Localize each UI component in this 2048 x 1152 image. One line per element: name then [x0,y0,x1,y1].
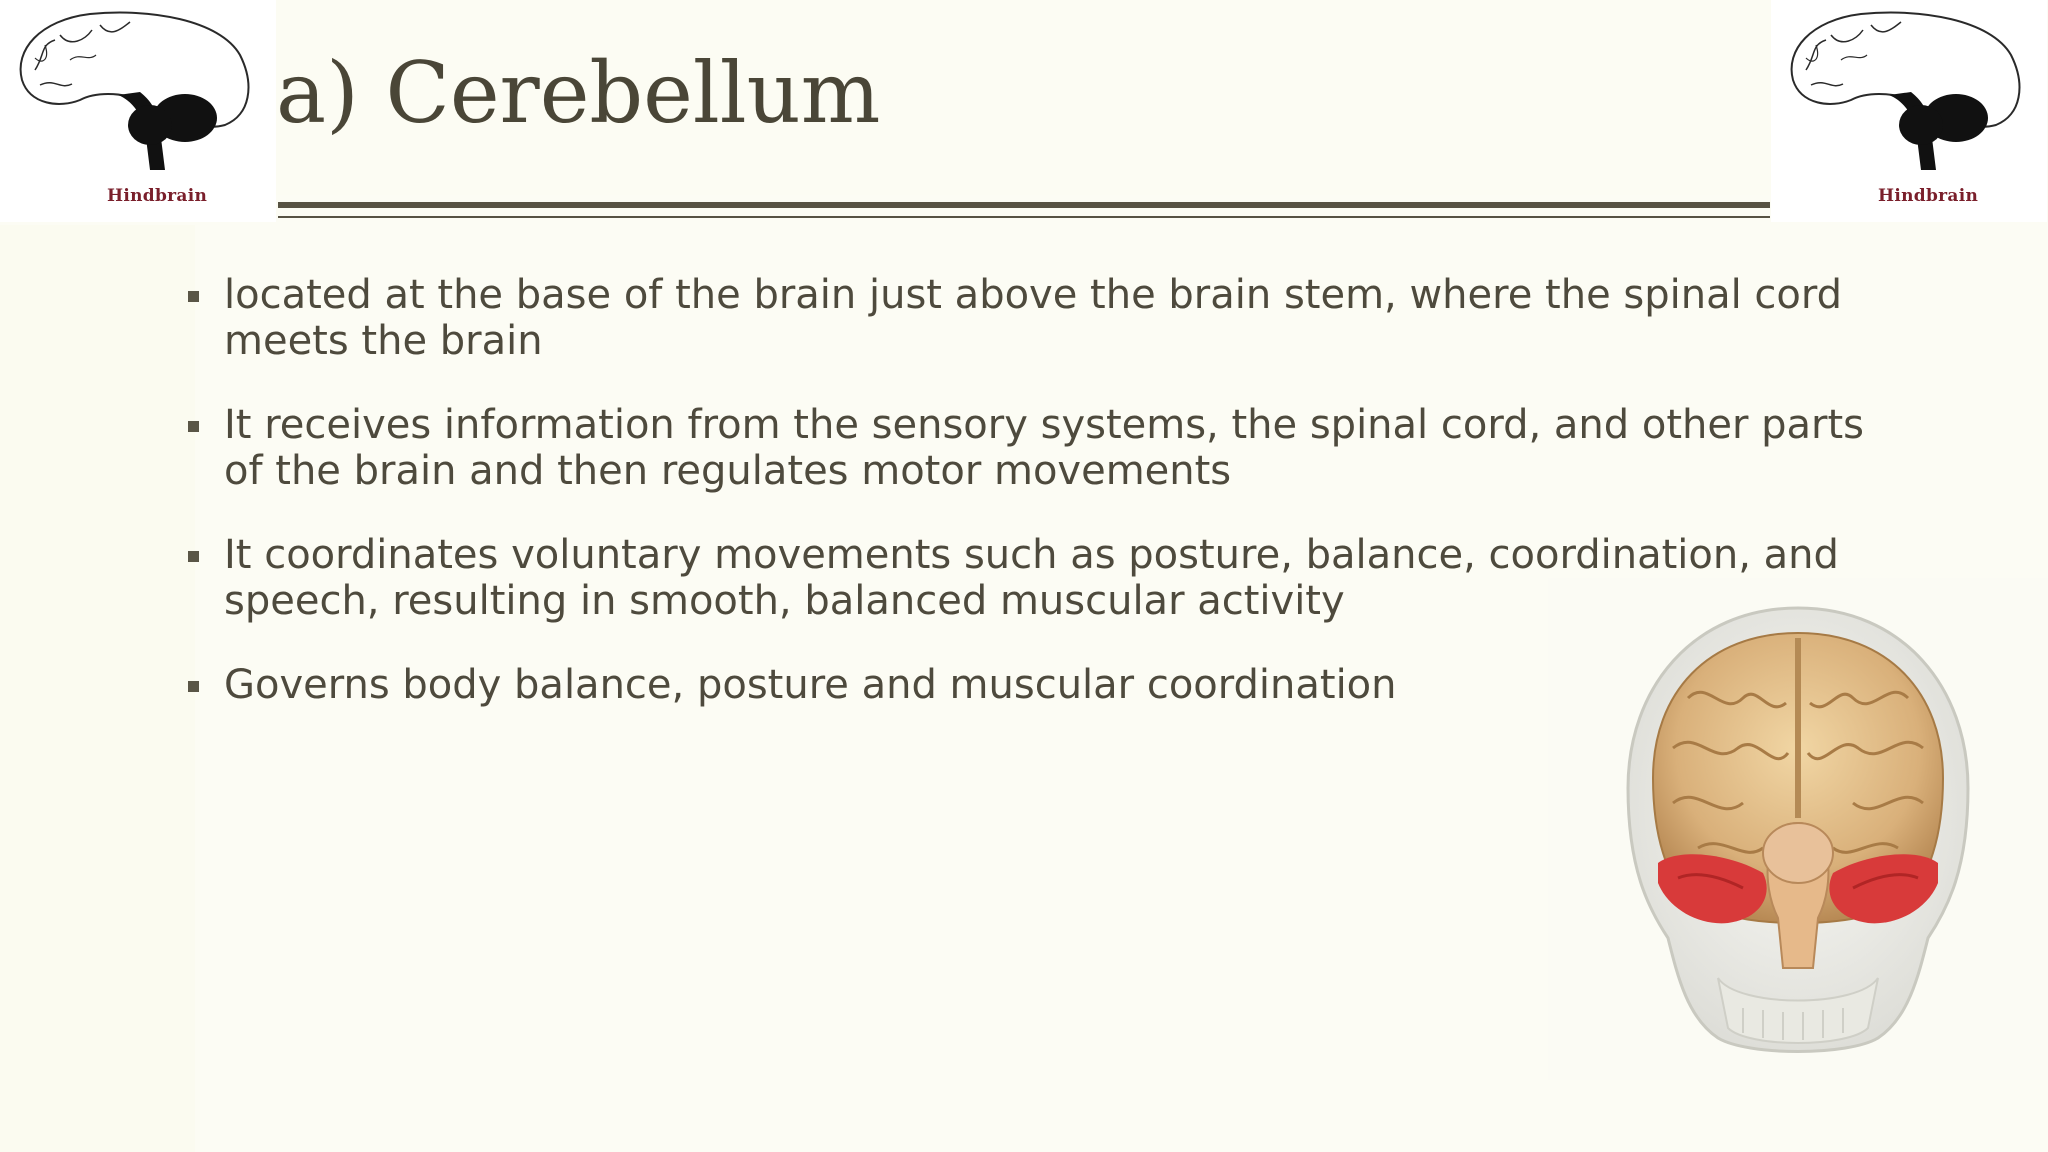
bullet-marker-icon [188,681,199,692]
title-rule-thin [278,216,1770,218]
bullet-marker-icon [188,291,199,302]
bullet-item [186,402,1886,494]
hindbrain-logo-left [0,0,276,222]
bullet-text: It coordinates voluntary movements such as posture, balance, coordination, and speech, resulting in smooth, balanced muscular activity [224,532,1839,624]
bullet-item [186,272,1886,364]
bullet-text: It receives information from the sensory systems, the spinal cord, and other parts of the brain and then regulates motor movements [224,402,1865,494]
bullet-text: Governs body balance, posture and muscular coordination [224,662,1397,708]
logo-caption: Hindbrain [107,186,208,206]
bullet-text: located at the base of the brain just above the brain stem, where the spinal cord meets the brain [224,272,1843,364]
brain-in-skull-icon [1548,578,2048,1080]
bullet-marker-icon [188,421,199,432]
cerebellum-figure [1548,578,2048,1080]
hindbrain-logo-right [1771,0,2047,222]
left-margin-band [0,225,195,1152]
logo-caption: Hindbrain [1878,186,1979,206]
title-rule-thick [278,202,1770,208]
slide-title: a) Cerebellum [276,44,881,142]
bullet-marker-icon [188,551,199,562]
